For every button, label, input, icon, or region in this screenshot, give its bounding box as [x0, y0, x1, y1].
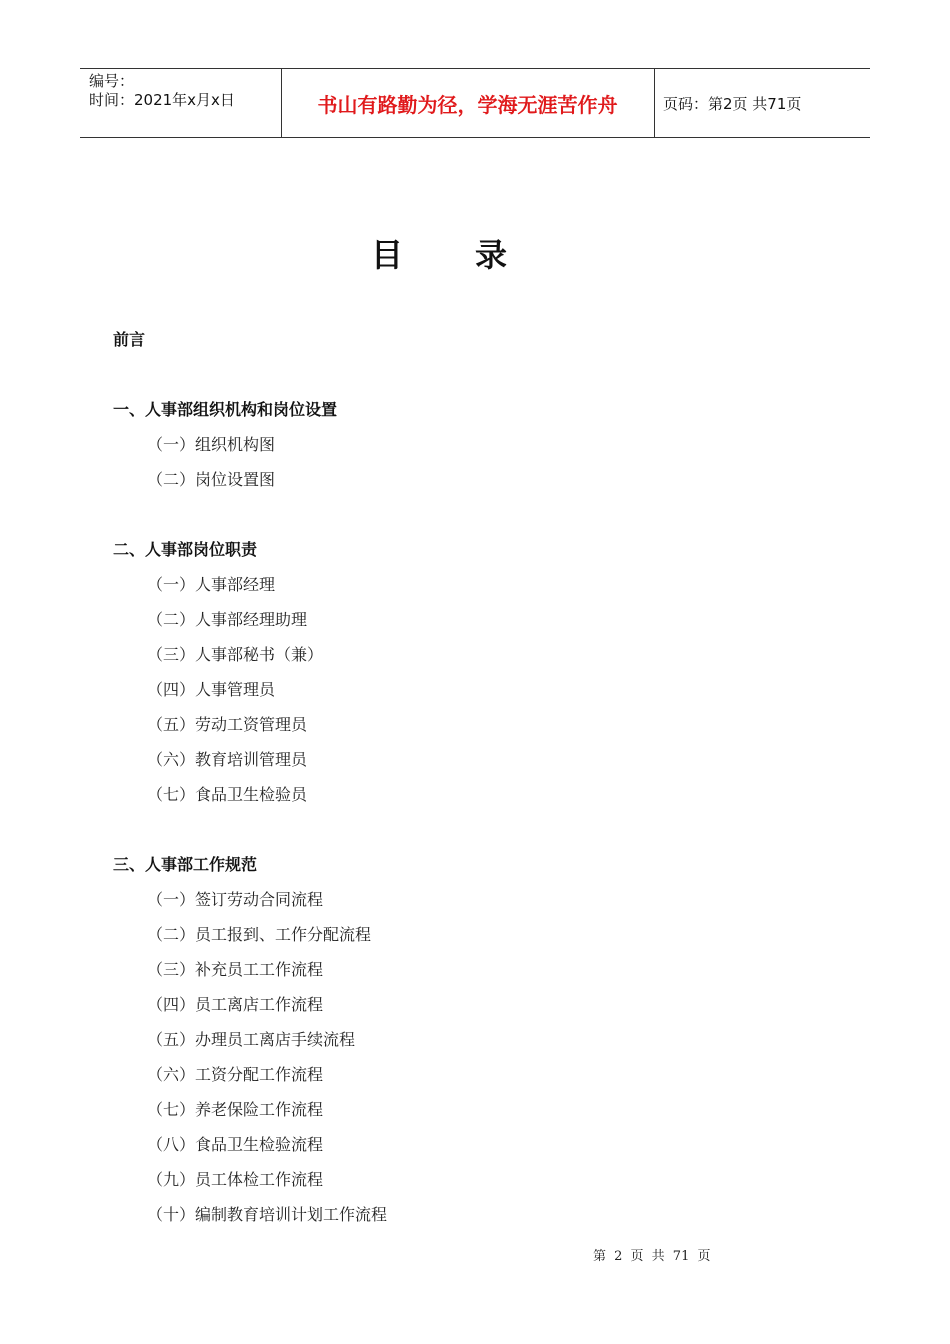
toc-item: （五）办理员工离店手续流程: [147, 1030, 356, 1049]
toc-item: （三）补充员工工作流程: [147, 960, 324, 979]
toc-item: （十）编制教育培训计划工作流程: [147, 1205, 388, 1224]
header-divider: [654, 69, 655, 137]
toc-item: （一）组织机构图: [147, 435, 276, 454]
toc-item: （六）教育培训管理员: [147, 750, 308, 769]
toc-item: （二）人事部经理助理: [147, 610, 308, 629]
document-title: 目录: [370, 236, 579, 274]
toc-item: （六）工资分配工作流程: [147, 1065, 324, 1084]
toc-item: （一）人事部经理: [147, 575, 276, 594]
serial-number-label: 编号：: [89, 72, 135, 90]
toc-item: （八）食品卫生检验流程: [147, 1135, 324, 1154]
toc-item: （五）劳动工资管理员: [147, 715, 308, 734]
toc-section-title: 三、人事部工作规范: [113, 855, 258, 874]
toc-preface: 前言: [113, 330, 146, 349]
toc-item: （二）员工报到、工作分配流程: [147, 925, 372, 944]
toc-item: （七）食品卫生检验员: [147, 785, 308, 804]
toc-section-title: 二、人事部岗位职责: [113, 540, 258, 559]
toc-section-title: 一、人事部组织机构和岗位设置: [113, 400, 338, 419]
page-footer: 第 2 页 共 71 页: [593, 1249, 711, 1264]
toc-item: （四）员工离店工作流程: [147, 995, 324, 1014]
toc-item: （一）签订劳动合同流程: [147, 890, 324, 909]
header-page-info: 页码：第2页 共71页: [663, 94, 802, 113]
toc-item: （二）岗位设置图: [147, 470, 276, 489]
toc-item: （三）人事部秘书（兼）: [147, 645, 324, 664]
date-label: 时间：2021年x月x日: [89, 91, 235, 109]
toc-item: （七）养老保险工作流程: [147, 1100, 324, 1119]
header-meta: [89, 72, 235, 110]
toc-section: [113, 532, 833, 812]
toc-section: [113, 392, 833, 497]
toc-item: （九）员工体检工作流程: [147, 1170, 324, 1189]
table-of-contents: [113, 322, 833, 1267]
toc-section: [113, 847, 833, 1232]
page-header: [80, 68, 870, 138]
toc-item: （四）人事管理员: [147, 680, 276, 699]
header-motto: 书山有路勤为径，学海无涯苦作舟: [317, 92, 618, 117]
